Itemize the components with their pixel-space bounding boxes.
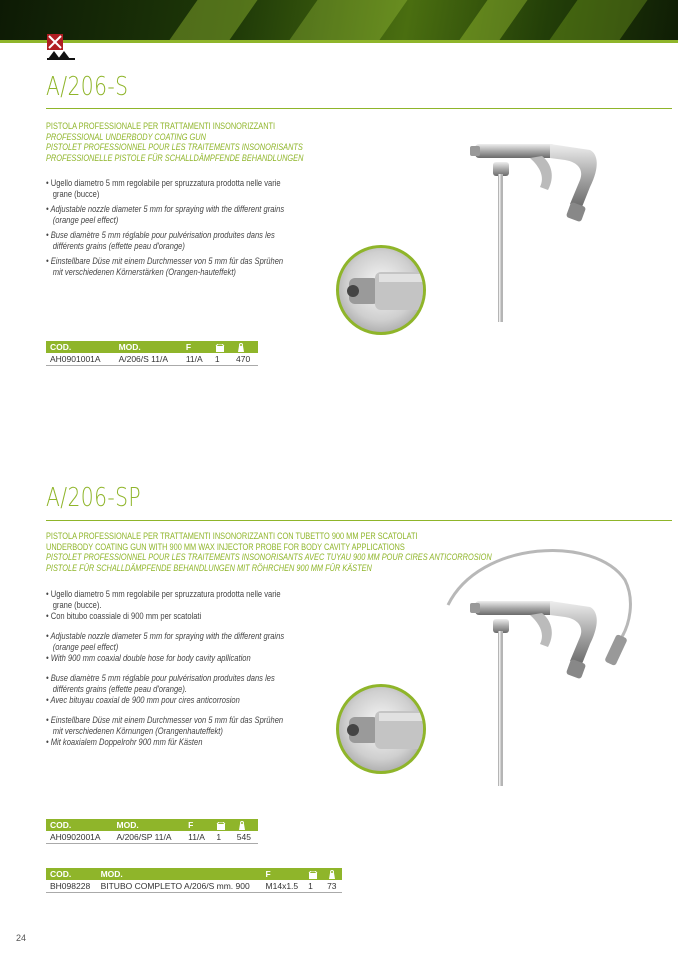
cell-qty: 1 — [211, 353, 232, 365]
product-title: A/206-S — [46, 72, 129, 102]
col-box — [304, 868, 323, 880]
cell-fitting: 11/A — [182, 353, 211, 365]
cell-fitting: 11/A — [184, 831, 212, 843]
table-header — [46, 868, 342, 880]
feature-item: • With 900 mm coaxial double hose for body cavity apllication — [46, 653, 251, 663]
cell-fitting: M14x1.5 — [262, 880, 305, 892]
col-code: COD. — [46, 819, 113, 831]
cell-model: A/206/S 11/A — [115, 353, 182, 365]
product-spec-table — [46, 341, 258, 366]
cell-code: AH0902001A — [46, 831, 113, 843]
nozzle-detail-image — [336, 684, 426, 774]
feature-item: • Einstellbare Düse mit einem Durchmesser von 5 mm für das Sprühen mit verschiedenen Körnungen (Orangenhauteffekt) — [46, 715, 284, 736]
weight-icon — [327, 870, 337, 879]
box-icon — [308, 871, 318, 879]
cell-code: AH0901001A — [46, 353, 115, 365]
nozzle-detail-image — [336, 245, 426, 335]
table-header — [46, 341, 258, 353]
table-row — [46, 353, 258, 365]
cell-model: A/206/SP 11/A — [113, 831, 185, 843]
product-description — [46, 121, 538, 163]
header-rule — [0, 40, 678, 43]
col-fitting: F — [182, 341, 211, 353]
col-model: MOD. — [115, 341, 182, 353]
header-banner — [0, 0, 678, 40]
feature-item: • Ugello diametro 5 mm regolabile per spruzzatura prodotta nelle varie grane (bucce) — [46, 178, 281, 199]
feature-item: • Adjustable nozzle diameter 5 mm for spraying with the different grains (orange peel effect) — [46, 204, 285, 225]
brand-logo — [46, 33, 76, 61]
feature-item: • Buse diamètre 5 mm réglable pour pulvérisation produites dans les différents grains (effette peau d'orange). — [46, 673, 275, 694]
cell-model: BITUBO COMPLETO A/206/S mm. 900 — [97, 880, 262, 892]
col-weight — [232, 341, 258, 353]
col-code: COD. — [46, 868, 97, 880]
description-fr: PISTOLET PROFESSIONNEL POUR LES TRAITEMENTS INSONORISANTS AVEC TUYAU 900 MM POUR CIRES ANTICORROSION — [46, 552, 492, 562]
nozzle-detail-graphic — [339, 687, 426, 774]
product-spec-table — [46, 819, 258, 844]
description-it: PISTOLA PROFESSIONALE PER TRATTAMENTI INSONORIZZANTI CON TUBETTO 900 MM PER SCATOLATI — [46, 531, 418, 541]
box-icon — [216, 822, 226, 830]
description-en: PROFESSIONAL UNDERBODY COATING GUN — [46, 131, 206, 142]
feature-item: • Con bitubo coassiale di 900 mm per scatolati — [46, 611, 202, 621]
nozzle-detail-graphic — [339, 248, 426, 335]
weight-icon — [236, 343, 246, 352]
feature-item: • Mit koaxialem Doppelrohr 900 mm für Kästen — [46, 737, 203, 747]
col-box — [211, 341, 232, 353]
feature-item: • Ugello diametro 5 mm regolabile per spruzzatura prodotta nelle varie grane (bucce). — [46, 589, 281, 610]
feature-item: • Einstellbare Düse mit einem Durchmesser von 5 mm für das Sprühen mit verschiedenen Körnerstärken (Orangen-hauteffekt) — [46, 256, 284, 277]
feature-list — [46, 178, 290, 282]
col-fitting: F — [262, 868, 305, 880]
cell-qty: 1 — [212, 831, 232, 843]
feature-item: • Adjustable nozzle diameter 5 mm for spraying with the different grains (orange peel effect) — [46, 631, 285, 652]
table-row — [46, 831, 258, 843]
description-de: PISTOLE FÜR SCHALLDÄMPFENDE BEHANDLUNGEN MIT RÖHRCHEN 900 MM FÜR KÄSTEN — [46, 562, 372, 573]
col-code: COD. — [46, 341, 115, 353]
title-rule — [46, 520, 672, 521]
table-header — [46, 819, 258, 831]
cell-qty: 1 — [304, 880, 323, 892]
cell-weight: 545 — [233, 831, 258, 843]
col-weight — [323, 868, 342, 880]
col-weight — [233, 819, 258, 831]
title-rule — [46, 108, 672, 109]
box-icon — [215, 344, 225, 352]
description-en: UNDERBODY COATING GUN WITH 900 MM WAX INJECTOR PROBE FOR BODY CAVITY APPLICATIONS — [46, 541, 405, 552]
cell-weight: 470 — [232, 353, 258, 365]
cell-weight: 73 — [323, 880, 342, 892]
description-it: PISTOLA PROFESSIONALE PER TRATTAMENTI INSONORIZZANTI — [46, 121, 276, 131]
feature-item: • Buse diamètre 5 mm réglable pour pulvérisation produites dans les différents grains (effette peau d'orange) — [46, 230, 275, 251]
description-de: PROFESSIONELLE PISTOLE FÜR SCHALLDÄMPFENDE BEHANDLUNGEN — [46, 152, 304, 163]
page-number: 24 — [16, 933, 27, 943]
col-box — [212, 819, 232, 831]
cell-code: BH098228 — [46, 880, 97, 892]
spray-gun-with-probe-image — [420, 545, 640, 790]
product-title: A/206-SP — [46, 483, 141, 513]
col-fitting: F — [184, 819, 212, 831]
feature-list — [46, 589, 290, 752]
table-row — [46, 880, 342, 892]
weight-icon — [237, 821, 247, 830]
spray-gun-image — [470, 132, 620, 327]
col-model: MOD. — [97, 868, 262, 880]
feature-item: • Avec bituyau coaxial de 900 mm pour cires anticorrosion — [46, 695, 240, 705]
description-fr: PISTOLET PROFESSIONNEL POUR LES TRAITEMENTS INSONORISANTS — [46, 142, 303, 152]
accessory-spec-table — [46, 868, 342, 893]
col-model: MOD. — [113, 819, 185, 831]
